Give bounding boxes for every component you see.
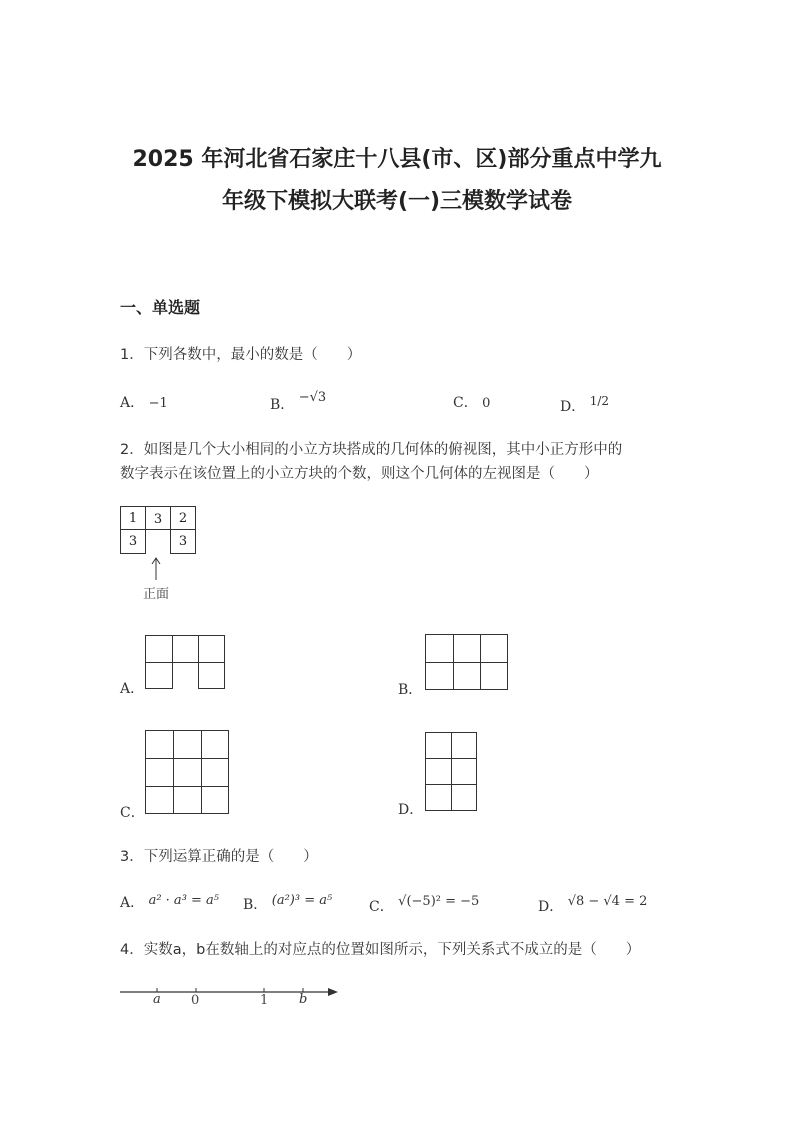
doc-title-line1: 2025 年河北省石家庄十八县(市、区)部分重点中学九: [132, 147, 662, 172]
option-letter: A．: [120, 895, 145, 911]
option-expr: a² · a³ = a⁵: [148, 893, 220, 908]
option-letter: B．: [270, 397, 295, 413]
number-line-label-0: 0: [191, 993, 200, 1008]
option-expr: √(−5)² = −5: [398, 894, 480, 909]
q2-option-a-letter: A．: [120, 681, 145, 697]
top-view-figure: [120, 506, 196, 554]
number-line-label-1: 1: [260, 993, 269, 1008]
option-value: 0: [482, 396, 491, 411]
q3-option-a: [120, 892, 219, 912]
option-value: −1: [148, 396, 168, 411]
q2-option-b-letter: B．: [398, 682, 423, 698]
q1-option-b: [270, 390, 327, 414]
option-expr: √8 − √4 = 2: [567, 894, 648, 909]
option-letter: D．: [560, 399, 586, 415]
option-letter: C．: [453, 395, 478, 411]
number-line-label-b: b: [299, 992, 308, 1007]
q1-option-d: [560, 390, 609, 415]
q1-option-c: [453, 392, 490, 412]
question-2-stem-line1: 2．如图是几个大小相同的小立方块搭成的几何体的俯视图，其中小正方形中的: [120, 442, 623, 458]
question-2-stem-line2: 数字表示在该位置上的小立方块的个数，则这个几何体的左视图是（ ）: [120, 466, 599, 482]
front-arrow-icon: [150, 556, 162, 582]
q2-option-a-figure: [145, 635, 225, 689]
q2-option-c-letter: C．: [120, 805, 145, 821]
q2-option-c-figure: [145, 730, 229, 814]
question-4-stem: 4．实数a，b在数轴上的对应点的位置如图所示，下列关系式不成立的是（ ）: [120, 942, 641, 958]
q2-option-d-figure: [425, 732, 477, 811]
option-value: −√3: [298, 390, 327, 405]
option-letter: B．: [243, 897, 268, 913]
q2-option-d-letter: D．: [398, 802, 424, 818]
q3-option-b: [243, 894, 332, 914]
option-letter: A．: [120, 395, 145, 411]
top-view-cell: 1: [120, 506, 146, 530]
top-view-cell: 2: [170, 506, 196, 530]
question-1-stem: 1．下列各数中，最小的数是（ ）: [120, 347, 362, 363]
number-line: [118, 982, 342, 996]
q2-option-b-figure: [425, 634, 508, 690]
doc-title-line2: 年级下模拟大联考(一)三模数学试卷: [221, 189, 573, 214]
question-3-stem: 3．下列运算正确的是（ ）: [120, 849, 318, 865]
section-heading: 一、单选题: [120, 298, 201, 317]
q1-option-a: [120, 392, 168, 412]
top-view-cell: 3: [145, 506, 171, 530]
top-view-cell: 3: [120, 529, 146, 554]
option-letter: D．: [538, 899, 564, 915]
q3-option-d: [538, 896, 647, 916]
option-expr: (a²)³ = a⁵: [271, 893, 333, 908]
number-line-label-a: a: [153, 992, 161, 1007]
top-view-cell: 3: [170, 529, 196, 554]
q3-option-c: [369, 896, 479, 916]
front-label: 正面: [143, 587, 170, 602]
option-value: 1/2: [589, 394, 609, 408]
option-letter: C．: [369, 899, 394, 915]
